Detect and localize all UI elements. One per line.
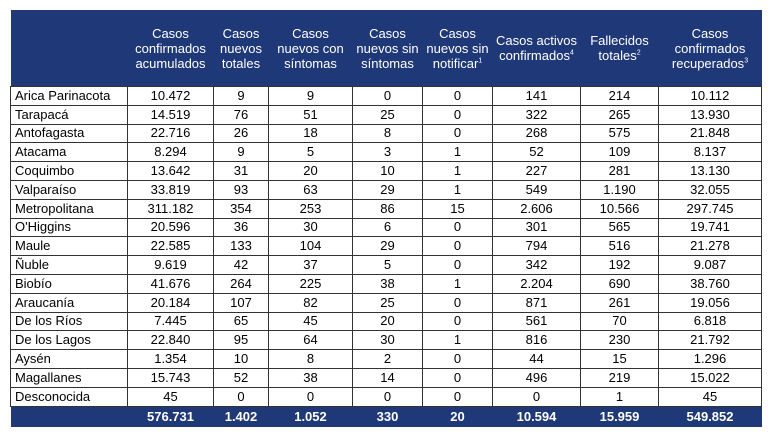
table-cell: 63 xyxy=(269,180,353,199)
covid-table-container xyxy=(10,10,761,427)
table-cell: 1.190 xyxy=(581,180,659,199)
table-cell: 31 xyxy=(214,162,269,181)
table-cell: 21.278 xyxy=(659,237,762,256)
table-cell: 13.930 xyxy=(659,105,762,124)
table-cell: 32.055 xyxy=(659,180,762,199)
table-cell: 9 xyxy=(269,87,353,106)
table-row xyxy=(11,87,762,106)
header-label: Casos confirmados recuperados xyxy=(671,25,746,71)
header-cell xyxy=(128,10,214,87)
table-cell: 253 xyxy=(269,199,353,218)
table-cell: 311.182 xyxy=(128,199,214,218)
table-cell: 561 xyxy=(493,312,581,331)
region-name: Ñuble xyxy=(11,256,128,275)
table-cell: 0 xyxy=(423,387,493,406)
table-cell: 794 xyxy=(493,237,581,256)
table-row xyxy=(11,180,762,199)
table-row xyxy=(11,162,762,181)
table-cell: 45 xyxy=(128,387,214,406)
header-cell xyxy=(214,10,269,87)
table-cell: 38.760 xyxy=(659,274,762,293)
total-cell: 20 xyxy=(423,406,493,427)
table-row xyxy=(11,350,762,369)
table-cell: 0 xyxy=(423,350,493,369)
region-name: Magallanes xyxy=(11,368,128,387)
table-cell: 20.596 xyxy=(128,218,214,237)
table-row xyxy=(11,387,762,406)
table-row xyxy=(11,124,762,143)
table-cell: 9.619 xyxy=(128,256,214,275)
table-cell: 109 xyxy=(581,143,659,162)
table-row xyxy=(11,331,762,350)
table-cell: 52 xyxy=(493,143,581,162)
table-cell: 301 xyxy=(493,218,581,237)
table-cell: 1 xyxy=(423,143,493,162)
table-cell: 354 xyxy=(214,199,269,218)
table-cell: 10.566 xyxy=(581,199,659,218)
table-cell: 76 xyxy=(214,105,269,124)
table-cell: 45 xyxy=(269,312,353,331)
table-cell: 30 xyxy=(353,331,423,350)
table-cell: 2.606 xyxy=(493,199,581,218)
table-row xyxy=(11,368,762,387)
table-cell: 342 xyxy=(493,256,581,275)
table-cell: 7.445 xyxy=(128,312,214,331)
footnote-marker: 3 xyxy=(744,57,749,65)
table-cell: 230 xyxy=(581,331,659,350)
table-cell: 0 xyxy=(214,387,269,406)
table-cell: 8.294 xyxy=(128,143,214,162)
table-cell: 281 xyxy=(581,162,659,181)
region-name: De los Ríos xyxy=(11,312,128,331)
total-cell: 576.731 xyxy=(128,406,214,427)
table-cell: 22.585 xyxy=(128,237,214,256)
table-cell: 0 xyxy=(423,87,493,106)
region-name: Atacama xyxy=(11,143,128,162)
table-cell: 107 xyxy=(214,293,269,312)
table-cell: 36 xyxy=(214,218,269,237)
table-cell: 10.472 xyxy=(128,87,214,106)
table-cell: 19.056 xyxy=(659,293,762,312)
table-cell: 20 xyxy=(269,162,353,181)
header-label: Casos nuevos sin notificar xyxy=(426,25,489,71)
table-cell: 0 xyxy=(493,387,581,406)
region-name: Maule xyxy=(11,237,128,256)
footnote-marker: 1 xyxy=(478,57,483,65)
table-cell: 261 xyxy=(581,293,659,312)
table-cell: 133 xyxy=(214,237,269,256)
table-cell: 565 xyxy=(581,218,659,237)
table-row xyxy=(11,256,762,275)
table-cell: 0 xyxy=(353,87,423,106)
table-cell: 322 xyxy=(493,105,581,124)
table-row xyxy=(11,143,762,162)
table-row xyxy=(11,293,762,312)
table-cell: 1 xyxy=(423,180,493,199)
table-cell: 86 xyxy=(353,199,423,218)
table-cell: 20.184 xyxy=(128,293,214,312)
table-cell: 45 xyxy=(659,387,762,406)
table-cell: 1 xyxy=(581,387,659,406)
table-cell: 33.819 xyxy=(128,180,214,199)
table-cell: 2 xyxy=(353,350,423,369)
table-cell: 549 xyxy=(493,180,581,199)
table-cell: 0 xyxy=(423,312,493,331)
table-cell: 65 xyxy=(214,312,269,331)
table-cell: 10.112 xyxy=(659,87,762,106)
header-region xyxy=(11,10,128,87)
table-cell: 5 xyxy=(269,143,353,162)
table-cell: 26 xyxy=(214,124,269,143)
total-cell: 1.402 xyxy=(214,406,269,427)
total-cell: 330 xyxy=(353,406,423,427)
header-label: Fallecidos totales xyxy=(590,33,649,63)
table-cell: 44 xyxy=(493,350,581,369)
header-row xyxy=(11,10,762,87)
region-name: Coquimbo xyxy=(11,162,128,181)
region-name: Araucanía xyxy=(11,293,128,312)
table-cell: 29 xyxy=(353,180,423,199)
table-cell: 18 xyxy=(269,124,353,143)
table-cell: 268 xyxy=(493,124,581,143)
table-row xyxy=(11,105,762,124)
table-cell: 9.087 xyxy=(659,256,762,275)
header-cell xyxy=(269,10,353,87)
table-cell: 30 xyxy=(269,218,353,237)
region-name: Aysén xyxy=(11,350,128,369)
table-cell: 9 xyxy=(214,143,269,162)
header-label: Casos nuevos sin síntomas xyxy=(356,25,419,71)
table-cell: 9 xyxy=(214,87,269,106)
table-cell: 227 xyxy=(493,162,581,181)
table-cell: 1.354 xyxy=(128,350,214,369)
table-cell: 8 xyxy=(269,350,353,369)
region-name: Antofagasta xyxy=(11,124,128,143)
table-cell: 0 xyxy=(423,237,493,256)
header-cell xyxy=(659,10,762,87)
table-cell: 0 xyxy=(423,124,493,143)
table-cell: 52 xyxy=(214,368,269,387)
table-cell: 871 xyxy=(493,293,581,312)
table-cell: 1 xyxy=(423,274,493,293)
header-label: Casos nuevos totales xyxy=(220,25,262,71)
table-cell: 70 xyxy=(581,312,659,331)
header-cell xyxy=(353,10,423,87)
table-cell: 22.840 xyxy=(128,331,214,350)
header-cell xyxy=(581,10,659,87)
table-cell: 516 xyxy=(581,237,659,256)
totals-row xyxy=(11,406,762,427)
table-cell: 0 xyxy=(353,387,423,406)
table-cell: 8.137 xyxy=(659,143,762,162)
table-cell: 20 xyxy=(353,312,423,331)
table-cell: 25 xyxy=(353,293,423,312)
table-cell: 10 xyxy=(353,162,423,181)
table-cell: 0 xyxy=(423,256,493,275)
table-cell: 1 xyxy=(423,331,493,350)
table-cell: 0 xyxy=(423,293,493,312)
table-cell: 15 xyxy=(423,199,493,218)
table-cell: 225 xyxy=(269,274,353,293)
total-cell xyxy=(11,406,128,427)
table-cell: 264 xyxy=(214,274,269,293)
table-cell: 0 xyxy=(269,387,353,406)
table-cell: 297.745 xyxy=(659,199,762,218)
table-cell: 1.296 xyxy=(659,350,762,369)
region-name: Biobío xyxy=(11,274,128,293)
table-row xyxy=(11,237,762,256)
total-cell: 10.594 xyxy=(493,406,581,427)
table-cell: 14.519 xyxy=(128,105,214,124)
table-cell: 38 xyxy=(353,274,423,293)
region-name: Valparaíso xyxy=(11,180,128,199)
header-label: Casos confirmados acumulados xyxy=(135,25,206,71)
table-cell: 13.642 xyxy=(128,162,214,181)
table-body xyxy=(11,87,762,407)
table-cell: 21.792 xyxy=(659,331,762,350)
table-cell: 64 xyxy=(269,331,353,350)
table-cell: 0 xyxy=(423,105,493,124)
table-cell: 22.716 xyxy=(128,124,214,143)
covid-regional-table xyxy=(10,10,762,427)
region-name: De los Lagos xyxy=(11,331,128,350)
table-cell: 51 xyxy=(269,105,353,124)
table-cell: 5 xyxy=(353,256,423,275)
table-cell: 37 xyxy=(269,256,353,275)
table-cell: 575 xyxy=(581,124,659,143)
region-name: Tarapacá xyxy=(11,105,128,124)
region-name: Arica Parinacota xyxy=(11,87,128,106)
table-cell: 0 xyxy=(423,218,493,237)
table-cell: 496 xyxy=(493,368,581,387)
table-cell: 15 xyxy=(581,350,659,369)
table-cell: 0 xyxy=(423,368,493,387)
table-cell: 41.676 xyxy=(128,274,214,293)
table-cell: 6.818 xyxy=(659,312,762,331)
table-cell: 14 xyxy=(353,368,423,387)
table-cell: 265 xyxy=(581,105,659,124)
table-cell: 82 xyxy=(269,293,353,312)
table-cell: 141 xyxy=(493,87,581,106)
total-cell: 15.959 xyxy=(581,406,659,427)
table-cell: 1 xyxy=(423,162,493,181)
header-cell xyxy=(493,10,581,87)
footnote-marker: 4 xyxy=(569,49,574,57)
region-name: Metropolitana xyxy=(11,199,128,218)
table-cell: 21.848 xyxy=(659,124,762,143)
table-cell: 10 xyxy=(214,350,269,369)
table-row xyxy=(11,274,762,293)
header-cell xyxy=(423,10,493,87)
table-cell: 42 xyxy=(214,256,269,275)
table-cell: 93 xyxy=(214,180,269,199)
table-cell: 8 xyxy=(353,124,423,143)
table-cell: 192 xyxy=(581,256,659,275)
table-row xyxy=(11,218,762,237)
table-cell: 690 xyxy=(581,274,659,293)
total-cell: 1.052 xyxy=(269,406,353,427)
total-cell: 549.852 xyxy=(659,406,762,427)
table-row xyxy=(11,199,762,218)
footnote-marker: 2 xyxy=(636,49,641,57)
table-cell: 2.204 xyxy=(493,274,581,293)
region-name: O'Higgins xyxy=(11,218,128,237)
table-cell: 95 xyxy=(214,331,269,350)
table-cell: 214 xyxy=(581,87,659,106)
table-cell: 38 xyxy=(269,368,353,387)
table-cell: 15.743 xyxy=(128,368,214,387)
table-cell: 219 xyxy=(581,368,659,387)
table-cell: 19.741 xyxy=(659,218,762,237)
header-label: Casos nuevos con síntomas xyxy=(277,25,344,71)
table-cell: 15.022 xyxy=(659,368,762,387)
table-row xyxy=(11,312,762,331)
table-cell: 3 xyxy=(353,143,423,162)
table-cell: 29 xyxy=(353,237,423,256)
table-cell: 104 xyxy=(269,237,353,256)
header-label: Casos activos confirmados xyxy=(496,33,577,63)
table-cell: 13.130 xyxy=(659,162,762,181)
region-name: Desconocida xyxy=(11,387,128,406)
table-cell: 25 xyxy=(353,105,423,124)
table-cell: 6 xyxy=(353,218,423,237)
table-cell: 816 xyxy=(493,331,581,350)
